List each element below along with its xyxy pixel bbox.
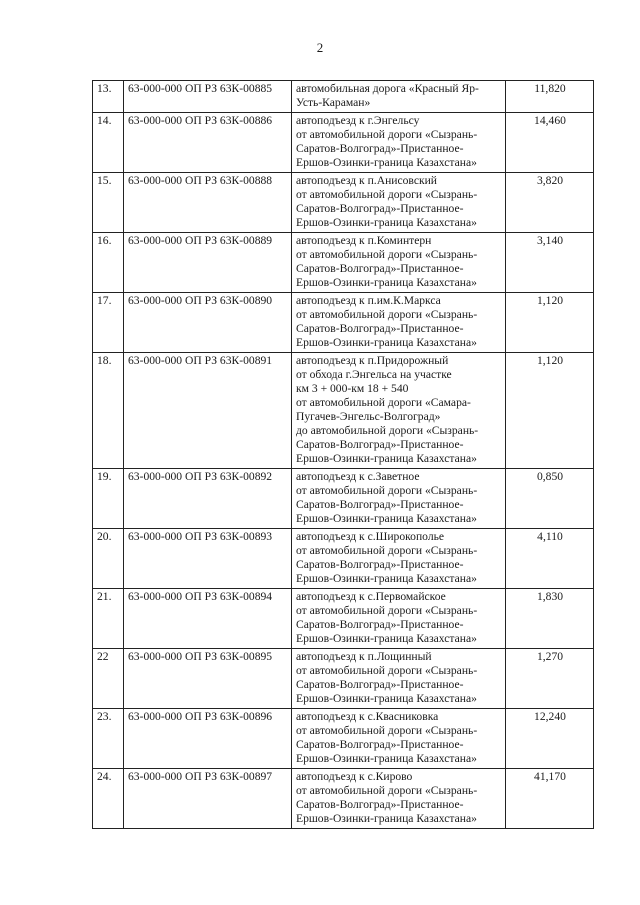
road-id: 63-000-000 ОП РЗ 63К-00889 [124,233,292,293]
road-name-line: автоподъезд к г.Энгельсу [296,114,420,127]
road-name-line: от автомобильной дороги «Сызрань- [296,724,478,737]
road-id: 63-000-000 ОП РЗ 63К-00896 [124,709,292,769]
road-name-line: Саратов-Волгоград»-Пристанное- [296,618,464,631]
road-name-line: Ершов-Озинки-граница Казахстана» [296,752,477,765]
road-name-line: Ершов-Озинки-граница Казахстана» [296,512,477,525]
road-length: 3,140 [506,233,594,293]
road-name-line: автоподъезд к с.Квасниковка [296,710,439,723]
road-name-line: Ершов-Озинки-граница Казахстана» [296,156,477,169]
road-name-line: от автомобильной дороги «Сызрань- [296,784,478,797]
road-name [292,589,506,649]
road-length: 14,460 [506,113,594,173]
road-id: 63-000-000 ОП РЗ 63К-00893 [124,529,292,589]
table-row [93,529,594,589]
road-name [292,173,506,233]
row-number: 17. [93,293,124,353]
row-number: 20. [93,529,124,589]
road-name-line: от автомобильной дороги «Сызрань- [296,248,478,261]
road-name [292,709,506,769]
road-name-line: Усть-Караман» [296,96,371,109]
row-number: 19. [93,469,124,529]
road-name [292,293,506,353]
road-id: 63-000-000 ОП РЗ 63К-00885 [124,81,292,113]
road-name-line: автоподъезд к п.Придорожный [296,354,449,367]
row-number: 18. [93,353,124,469]
road-name-line: от автомобильной дороги «Сызрань- [296,308,478,321]
road-name-line: автоподъезд к с.Первомайское [296,590,446,603]
row-number: 14. [93,113,124,173]
road-id: 63-000-000 ОП РЗ 63К-00894 [124,589,292,649]
road-name-line: автоподъезд к с.Заветное [296,470,420,483]
table-row [93,709,594,769]
road-name-line: от автомобильной дороги «Сызрань- [296,188,478,201]
road-length: 1,120 [506,293,594,353]
road-name-line: от автомобильной дороги «Сызрань- [296,128,478,141]
road-name-line: автоподъезд к п.Лощинный [296,650,432,663]
road-name-line: Саратов-Волгоград»-Пристанное- [296,262,464,275]
table-row [93,233,594,293]
road-name-line: от автомобильной дороги «Самара- [296,396,471,409]
road-id: 63-000-000 ОП РЗ 63К-00892 [124,469,292,529]
road-name-line: Ершов-Озинки-граница Казахстана» [296,692,477,705]
road-name-line: Ершов-Озинки-граница Казахстана» [296,632,477,645]
road-name-line: Саратов-Волгоград»-Пристанное- [296,498,464,511]
table-row [93,649,594,709]
road-length: 1,120 [506,353,594,469]
road-length: 41,170 [506,769,594,829]
road-length: 11,820 [506,81,594,113]
road-name-line: автоподъезд к п.Анисовский [296,174,438,187]
road-name-line: Ершов-Озинки-граница Казахстана» [296,336,477,349]
road-length: 1,830 [506,589,594,649]
road-name-line: Саратов-Волгоград»-Пристанное- [296,322,464,335]
road-name [292,233,506,293]
road-id: 63-000-000 ОП РЗ 63К-00897 [124,769,292,829]
road-name-line: автомобильная дорога «Красный Яр- [296,82,479,95]
road-name-line: Ершов-Озинки-граница Казахстана» [296,572,477,585]
table-row [93,293,594,353]
road-name-line: Саратов-Волгоград»-Пристанное- [296,558,464,571]
road-name-line: до автомобильной дороги «Сызрань- [296,424,479,437]
road-length: 0,850 [506,469,594,529]
road-name-line: от автомобильной дороги «Сызрань- [296,544,478,557]
row-number: 15. [93,173,124,233]
registry-body [93,81,594,829]
row-number: 24. [93,769,124,829]
road-id: 63-000-000 ОП РЗ 63К-00890 [124,293,292,353]
road-name-line: Пугачев-Энгельс-Волгоград» [296,410,441,423]
road-id: 63-000-000 ОП РЗ 63К-00891 [124,353,292,469]
table-row [93,81,594,113]
road-name [292,113,506,173]
road-length: 12,240 [506,709,594,769]
row-number: 16. [93,233,124,293]
table-row [93,769,594,829]
table-row [93,173,594,233]
road-name [292,469,506,529]
road-name [292,81,506,113]
road-id: 63-000-000 ОП РЗ 63К-00895 [124,649,292,709]
road-name-line: км 3 + 000-км 18 + 540 [296,382,409,395]
page-number: 2 [316,40,324,55]
road-length: 1,270 [506,649,594,709]
table-row [93,589,594,649]
row-number: 23. [93,709,124,769]
table-row [93,469,594,529]
table-row [93,353,594,469]
road-name-line: автоподъезд к п.им.К.Маркса [296,294,441,307]
road-name-line: Саратов-Волгоград»-Пристанное- [296,438,464,451]
road-name-line: Ершов-Озинки-граница Казахстана» [296,276,477,289]
road-length: 4,110 [506,529,594,589]
row-number: 13. [93,81,124,113]
road-name-line: от автомобильной дороги «Сызрань- [296,664,478,677]
road-registry-table [92,80,594,829]
road-length: 3,820 [506,173,594,233]
road-name [292,529,506,589]
road-id: 63-000-000 ОП РЗ 63К-00886 [124,113,292,173]
road-name-line: Ершов-Озинки-граница Казахстана» [296,812,477,825]
road-name-line: Саратов-Волгоград»-Пристанное- [296,202,464,215]
table-row [93,113,594,173]
road-name [292,353,506,469]
road-name-line: Саратов-Волгоград»-Пристанное- [296,142,464,155]
road-name-line: автоподъезд к с.Широкополье [296,530,445,543]
road-name-line: Ершов-Озинки-граница Казахстана» [296,452,477,465]
road-name-line: Саратов-Волгоград»-Пристанное- [296,738,464,751]
road-name-line: от обхода г.Энгельса на участке [296,368,452,381]
road-name-line: Саратов-Волгоград»-Пристанное- [296,678,464,691]
road-name-line: Ершов-Озинки-граница Казахстана» [296,216,477,229]
row-number: 22 [93,649,124,709]
road-name-line: от автомобильной дороги «Сызрань- [296,604,478,617]
road-name [292,769,506,829]
road-name-line: от автомобильной дороги «Сызрань- [296,484,478,497]
road-id: 63-000-000 ОП РЗ 63К-00888 [124,173,292,233]
road-name-line: Саратов-Волгоград»-Пристанное- [296,798,464,811]
road-name-line: автоподъезд к п.Коминтерн [296,234,432,247]
road-name-line: автоподъезд к с.Кирово [296,770,413,783]
row-number: 21. [93,589,124,649]
road-name [292,649,506,709]
